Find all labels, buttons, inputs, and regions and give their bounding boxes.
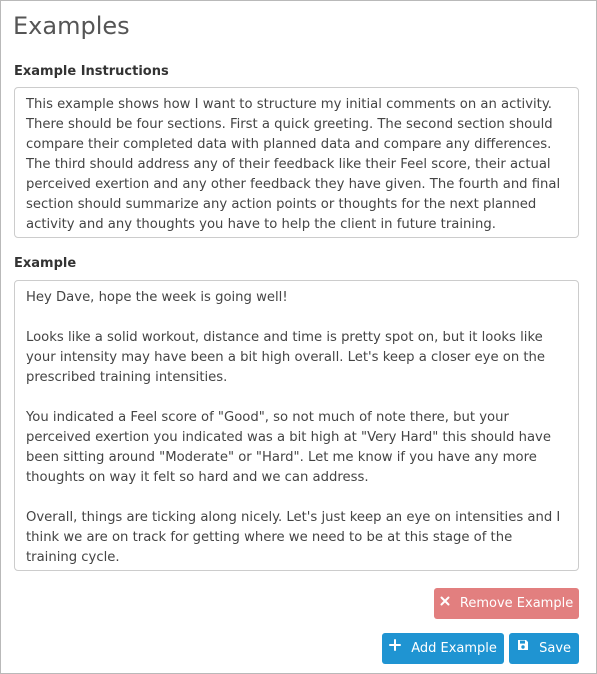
add-example-label: Add Example	[411, 641, 497, 656]
instructions-label: Example Instructions	[14, 64, 169, 79]
add-example-button[interactable]	[382, 633, 504, 664]
close-icon	[440, 587, 450, 618]
instructions-textarea[interactable]: This example shows how I want to structure my initial comments on an activity. There should be four sections. First a quick greeting. The second section should compare their completed data with planned data and compare any differences. The third should address any of their feedback like their Feel score, their actual perceived exertion and any other feedback they have given. The fourth and final section should summarize any action points or thoughts for the next planned activity and any thoughts you have to help the client in future training.	[14, 87, 579, 238]
page-title: Examples	[13, 12, 130, 40]
remove-example-label: Remove Example	[459, 596, 574, 611]
floppy-disk-icon	[517, 632, 529, 663]
save-label: Save	[539, 641, 572, 656]
plus-icon	[389, 632, 401, 663]
remove-example-button[interactable]	[434, 588, 579, 619]
example-textarea[interactable]: Hey Dave, hope the week is going well! Looks like a solid workout, distance and time is pretty spot on, but it looks like your intensity may have been a bit high overall. Let's keep a closer eye on the prescribed training intensities. You indicated a Feel score of "Good", so not much of note there, but your perceived exertion you indicated was a bit high at "Very Hard" this should have been sitting around "Moderate" or "Hard". Let me know if you have any more thoughts on way it felt so hard and we can address. Overall, things are ticking along nicely. Let's just keep an eye on intensities and I think we are on track for getting where we need to be at this stage of the training cycle.	[14, 280, 579, 571]
save-button[interactable]	[509, 633, 579, 664]
example-label: Example	[14, 256, 77, 271]
